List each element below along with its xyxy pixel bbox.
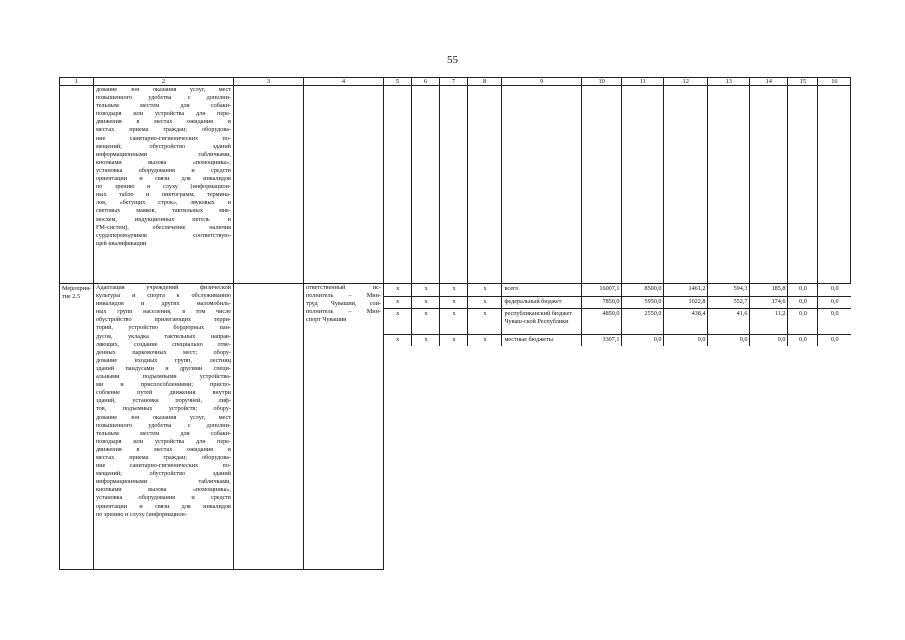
cell-empty: [303, 86, 383, 284]
text-line: полнитель – Мин-: [305, 292, 381, 300]
funding-row: [384, 296, 851, 308]
marker-cell: x: [468, 334, 502, 346]
text-line: по зрению и слуху (информацион-: [95, 510, 187, 518]
cell-empty: [788, 86, 818, 284]
activity-number: Мероприя-тие 2.5: [60, 284, 94, 570]
executors-lines: [306, 284, 381, 324]
funding-row: [384, 334, 851, 346]
header-cell: 8: [468, 78, 502, 86]
text-line: тельным местом для собаки-: [95, 429, 231, 437]
text-line: движения в местах ожидания и: [95, 445, 231, 453]
text-line: спорт Чувашии: [305, 316, 347, 324]
amount-cell: 0,0: [708, 334, 750, 346]
header-cell: 14: [750, 78, 788, 86]
header-cell: 10: [582, 78, 622, 86]
cell-empty: [818, 86, 851, 284]
text-line: установка оборудования и средств: [95, 166, 231, 174]
text-line: повышенного удобства с дополни-: [95, 421, 231, 429]
amount-cell: 0,0: [818, 308, 851, 334]
text-line: полнитель – Мин-: [305, 308, 381, 316]
text-line: ми и приспособлениями; приспо-: [95, 381, 231, 389]
text-line: дусов, укладка тактильных направ-: [95, 332, 231, 340]
description-lines: [96, 86, 231, 248]
funding-source: всего: [502, 284, 582, 296]
description-lines: [96, 284, 231, 519]
marker-cell: x: [468, 296, 502, 308]
cell-empty: [502, 86, 582, 284]
amount-cell: 0,0: [818, 284, 851, 296]
text-line: ние санитарно-гигиенических по-: [95, 462, 231, 470]
marker-cell: x: [384, 284, 412, 296]
amount-cell: 4850,0: [582, 308, 622, 334]
header-cell: 4: [303, 78, 383, 86]
text-line: местах приема граждан; оборудова-: [95, 126, 231, 134]
text-line: инвалидов и других маломобиль-: [95, 300, 231, 308]
text-line: повышенного удобства с дополни-: [95, 94, 231, 102]
activity-description-cont: [93, 86, 233, 284]
cell-empty: [664, 86, 708, 284]
header-cell: 6: [412, 78, 440, 86]
text-line: установка оборудования и средств: [95, 494, 231, 502]
funding-source: местные бюджеты: [502, 334, 582, 346]
header-cell: 5: [383, 78, 411, 86]
amount-cell: 0,0: [818, 296, 851, 308]
amount-cell: 185,8: [750, 284, 788, 296]
marker-cell: x: [412, 334, 440, 346]
text-line: культуры и спорта к обслуживанию: [95, 292, 231, 300]
program-table: [59, 77, 851, 570]
header-row: [60, 78, 851, 86]
text-line: Адаптация учреждений физической: [95, 284, 231, 291]
funding-source: республиканский бюджет Чуваш-ской Республики: [502, 308, 582, 334]
text-line: ответственный ис-: [305, 284, 381, 291]
text-line: ориентации и связи для инвалидов: [95, 502, 231, 510]
text-line: дование зон оказания услуг, мест: [95, 413, 231, 421]
text-line: дование зон оказания услуг, мест: [95, 86, 231, 93]
funding-source: федеральный бюджет: [502, 296, 582, 308]
marker-cell: x: [384, 296, 412, 308]
text-line: кнопками вызова «помощника»;: [95, 158, 231, 166]
text-line: дование входных групп, лестниц: [95, 356, 231, 364]
cell-empty: [708, 86, 750, 284]
amount-cell: 174,6: [750, 296, 788, 308]
funding-table: [384, 284, 851, 346]
header-cell: 13: [708, 78, 750, 86]
text-line: ляющих, создание специально отве-: [95, 340, 231, 348]
text-line: тельным местом для собаки-: [95, 102, 231, 110]
text-line: труд Чувашии, сои-: [305, 300, 381, 308]
header-cell: 11: [622, 78, 664, 86]
amount-cell: 0,0: [788, 296, 818, 308]
marker-cell: x: [468, 308, 502, 334]
text-line: поводыря или устройства для пере-: [95, 437, 231, 445]
cell-empty: [468, 86, 502, 284]
text-line: кнопками вызова «помощника»,: [95, 486, 231, 494]
text-line: по зрению и слуху (информацион-: [95, 183, 231, 191]
page-number: 55: [447, 54, 458, 66]
amount-cell: 5950,0: [622, 296, 664, 308]
amount-cell: 0,0: [664, 334, 708, 346]
activity-row: [60, 284, 851, 570]
amount-cell: 3307,1: [582, 334, 622, 346]
text-line: световых маяков, тактильных мне-: [95, 207, 231, 215]
header-cell: 7: [440, 78, 468, 86]
amount-cell: 2550,0: [622, 308, 664, 334]
amount-cell: 0,0: [750, 334, 788, 346]
amount-cell: 7850,0: [582, 296, 622, 308]
cell-empty: [412, 86, 440, 284]
text-line: денных парковочных мест; обору-: [95, 348, 231, 356]
text-line: обустройство прилегающих терри-: [95, 316, 231, 324]
amount-cell: 16007,1: [582, 284, 622, 296]
amount-cell: 0,0: [622, 334, 664, 346]
header-cell: 2: [93, 78, 233, 86]
continuation-row: [60, 86, 851, 284]
cell-empty: [622, 86, 664, 284]
cell-empty: [233, 86, 303, 284]
header-cell: 15: [788, 78, 818, 86]
amount-cell: 1022,8: [664, 296, 708, 308]
marker-cell: x: [468, 284, 502, 296]
amount-cell: 594,3: [708, 284, 750, 296]
text-line: FM-систем), обеспечение наличия: [95, 223, 231, 231]
cell-empty: [383, 86, 411, 284]
marker-cell: x: [440, 308, 468, 334]
header-cell: 12: [664, 78, 708, 86]
text-line: собление путей движения внутри: [95, 389, 231, 397]
marker-cell: x: [412, 296, 440, 308]
marker-cell: x: [412, 308, 440, 334]
executors-cell: [303, 284, 383, 570]
text-line: мещений; обустройство зданий: [95, 470, 231, 478]
amount-cell: 0,0: [830, 335, 839, 343]
funding-row: [384, 308, 851, 334]
text-line: ние санитарно-гигиенических по-: [95, 134, 231, 142]
marker-cell: x: [440, 334, 468, 346]
cell-empty: [440, 86, 468, 284]
marker-cell: x: [440, 296, 468, 308]
header-cell: 1: [60, 78, 94, 86]
amount-cell: 0,0: [788, 334, 818, 346]
header-cell: 9: [502, 78, 582, 86]
text-line: ных групп населения, в том числе: [95, 308, 231, 316]
cell-empty: [582, 86, 622, 284]
text-line: мещений; обустройство зданий: [95, 142, 231, 150]
text-line: зданий, установка поручней, лиф-: [95, 397, 231, 405]
cell-empty: [60, 86, 94, 284]
funding-row: [384, 284, 851, 296]
text-line: ных табло и пиктограмм, термина-: [95, 191, 231, 199]
amount-cell: 0,0: [788, 308, 818, 334]
marker-cell: x: [412, 284, 440, 296]
text-line: альными подъемными устройства-: [95, 373, 231, 381]
header-cell: 3: [233, 78, 303, 86]
marker-cell: x: [384, 334, 412, 346]
amount-cell: 552,7: [708, 296, 750, 308]
amount-cell: 8500,0: [622, 284, 664, 296]
text-line: зданий пандусами и другими специ-: [95, 364, 231, 372]
header-cell: 16: [818, 78, 851, 86]
text-line: мосхем, индукционных петель и: [95, 215, 231, 223]
text-line: местах приема граждан; оборудова-: [95, 453, 231, 461]
funding-block: [383, 284, 851, 570]
cell-empty: [750, 86, 788, 284]
text-line: ориентации и связи для инвалидов: [95, 175, 231, 183]
text-line: поводыря или устройства для пере-: [95, 110, 231, 118]
amount-cell: 0,0: [788, 284, 818, 296]
amount-cell: 1461,2: [664, 284, 708, 296]
amount-cell: 438,4: [664, 308, 708, 334]
text-line: тов, подъемных устройств; обору-: [95, 405, 231, 413]
text-line: торий, устройство бордюрных пан-: [95, 324, 231, 332]
text-line: щей квалификации: [95, 239, 147, 247]
activity-description: [93, 284, 233, 570]
marker-cell: x: [384, 308, 412, 334]
amount-cell: 11,2: [750, 308, 788, 334]
marker-cell: x: [440, 284, 468, 296]
text-line: информационными табличками,: [95, 478, 231, 486]
text-line: сурдопереводчиков соответствую-: [95, 231, 231, 239]
text-line: информационными табличками,: [95, 150, 231, 158]
text-line: лов, «бегущих строк», звуковых и: [95, 199, 231, 207]
amount-cell: 41,6: [708, 308, 750, 334]
cell-empty: [233, 284, 303, 570]
text-line: движения в местах ожидания и: [95, 118, 231, 126]
